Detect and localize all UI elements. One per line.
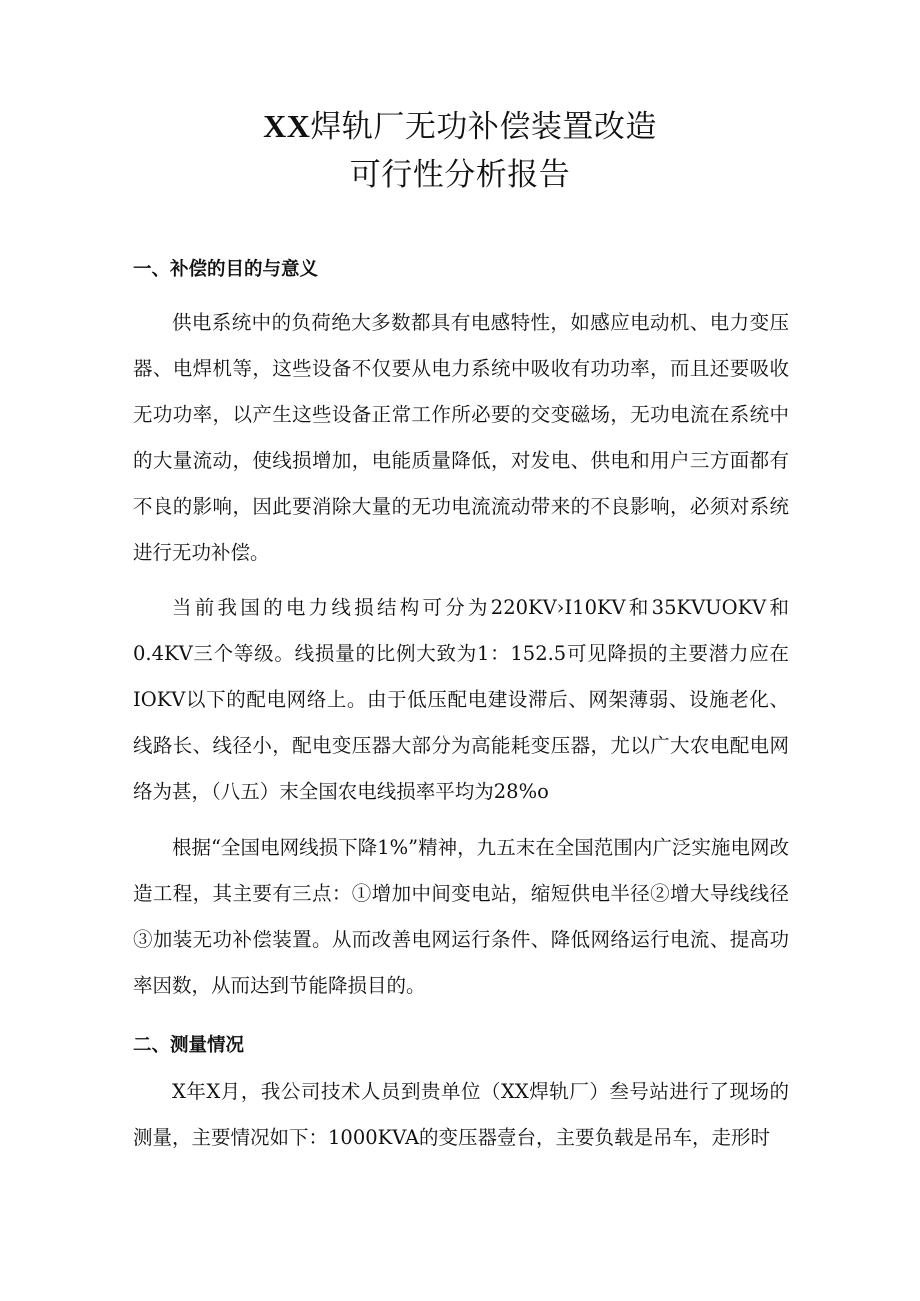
document-title-line-2: 可行性分析报告: [349, 157, 571, 193]
section-1-heading: 一、补偿的目的与意义: [133, 259, 319, 280]
section-1-paragraph-1: 供电系统中的负荷绝大多数都具有电感特性，如感应电动机、电力变压器、电焊机等，这些设备不仅要从电力系统中吸收有功功率，而且还要吸收无功功率，以产生这些设备正常工作所必要的交变磁场，无功电流在系统中的大量流动，使线损增加，电能质量降低，对发电、供电和用户三方面都有不良的影响，因此要消除大量的无功电流流动带来的不良影响，必须对系统进行无功补偿。: [133, 311, 789, 564]
section-2-paragraph-1: X年X月，我公司技术人员到贵单位（XX焊轨厂）叁号站进行了现场的测量，主要情况如下：1000KVA的变压器壹台，主要负载是吊车，走形时: [133, 1080, 789, 1149]
title-line-1-text: 焊轨厂无功补偿装置改造: [310, 109, 657, 145]
section-1-paragraph-2: 当前我国的电力线损结构可分为220KV›I10KV和35KVUOKV和0.4KV三个等级。线损量的比例大致为1：152.5可见降损的主要潜力应在IOKV以下的配电网络上。由于低压配电建设滞后、网架薄弱、设施老化、线路长、线径小，配电变压器大部分为高能耗变压器，尤以广大农电配电网络为甚，（八五）末全国农电线损率平均为28%o: [133, 596, 789, 803]
section-2-heading: 二、测量情况: [133, 1035, 245, 1056]
section-1-paragraph-3: 根据“全国电网线损下降1%”精神，九五末在全国范围内广泛实施电网改造工程，其主要有三点：①增加中间变电站，缩短供电半径②增大导线线径③加装无功补偿装置。从而改善电网运行条件、降低网络运行电流、提高功率因数，从而达到节能降损目的。: [133, 836, 789, 997]
title-prefix: XX: [263, 108, 311, 144]
document-title-line-1: [0, 110, 920, 143]
